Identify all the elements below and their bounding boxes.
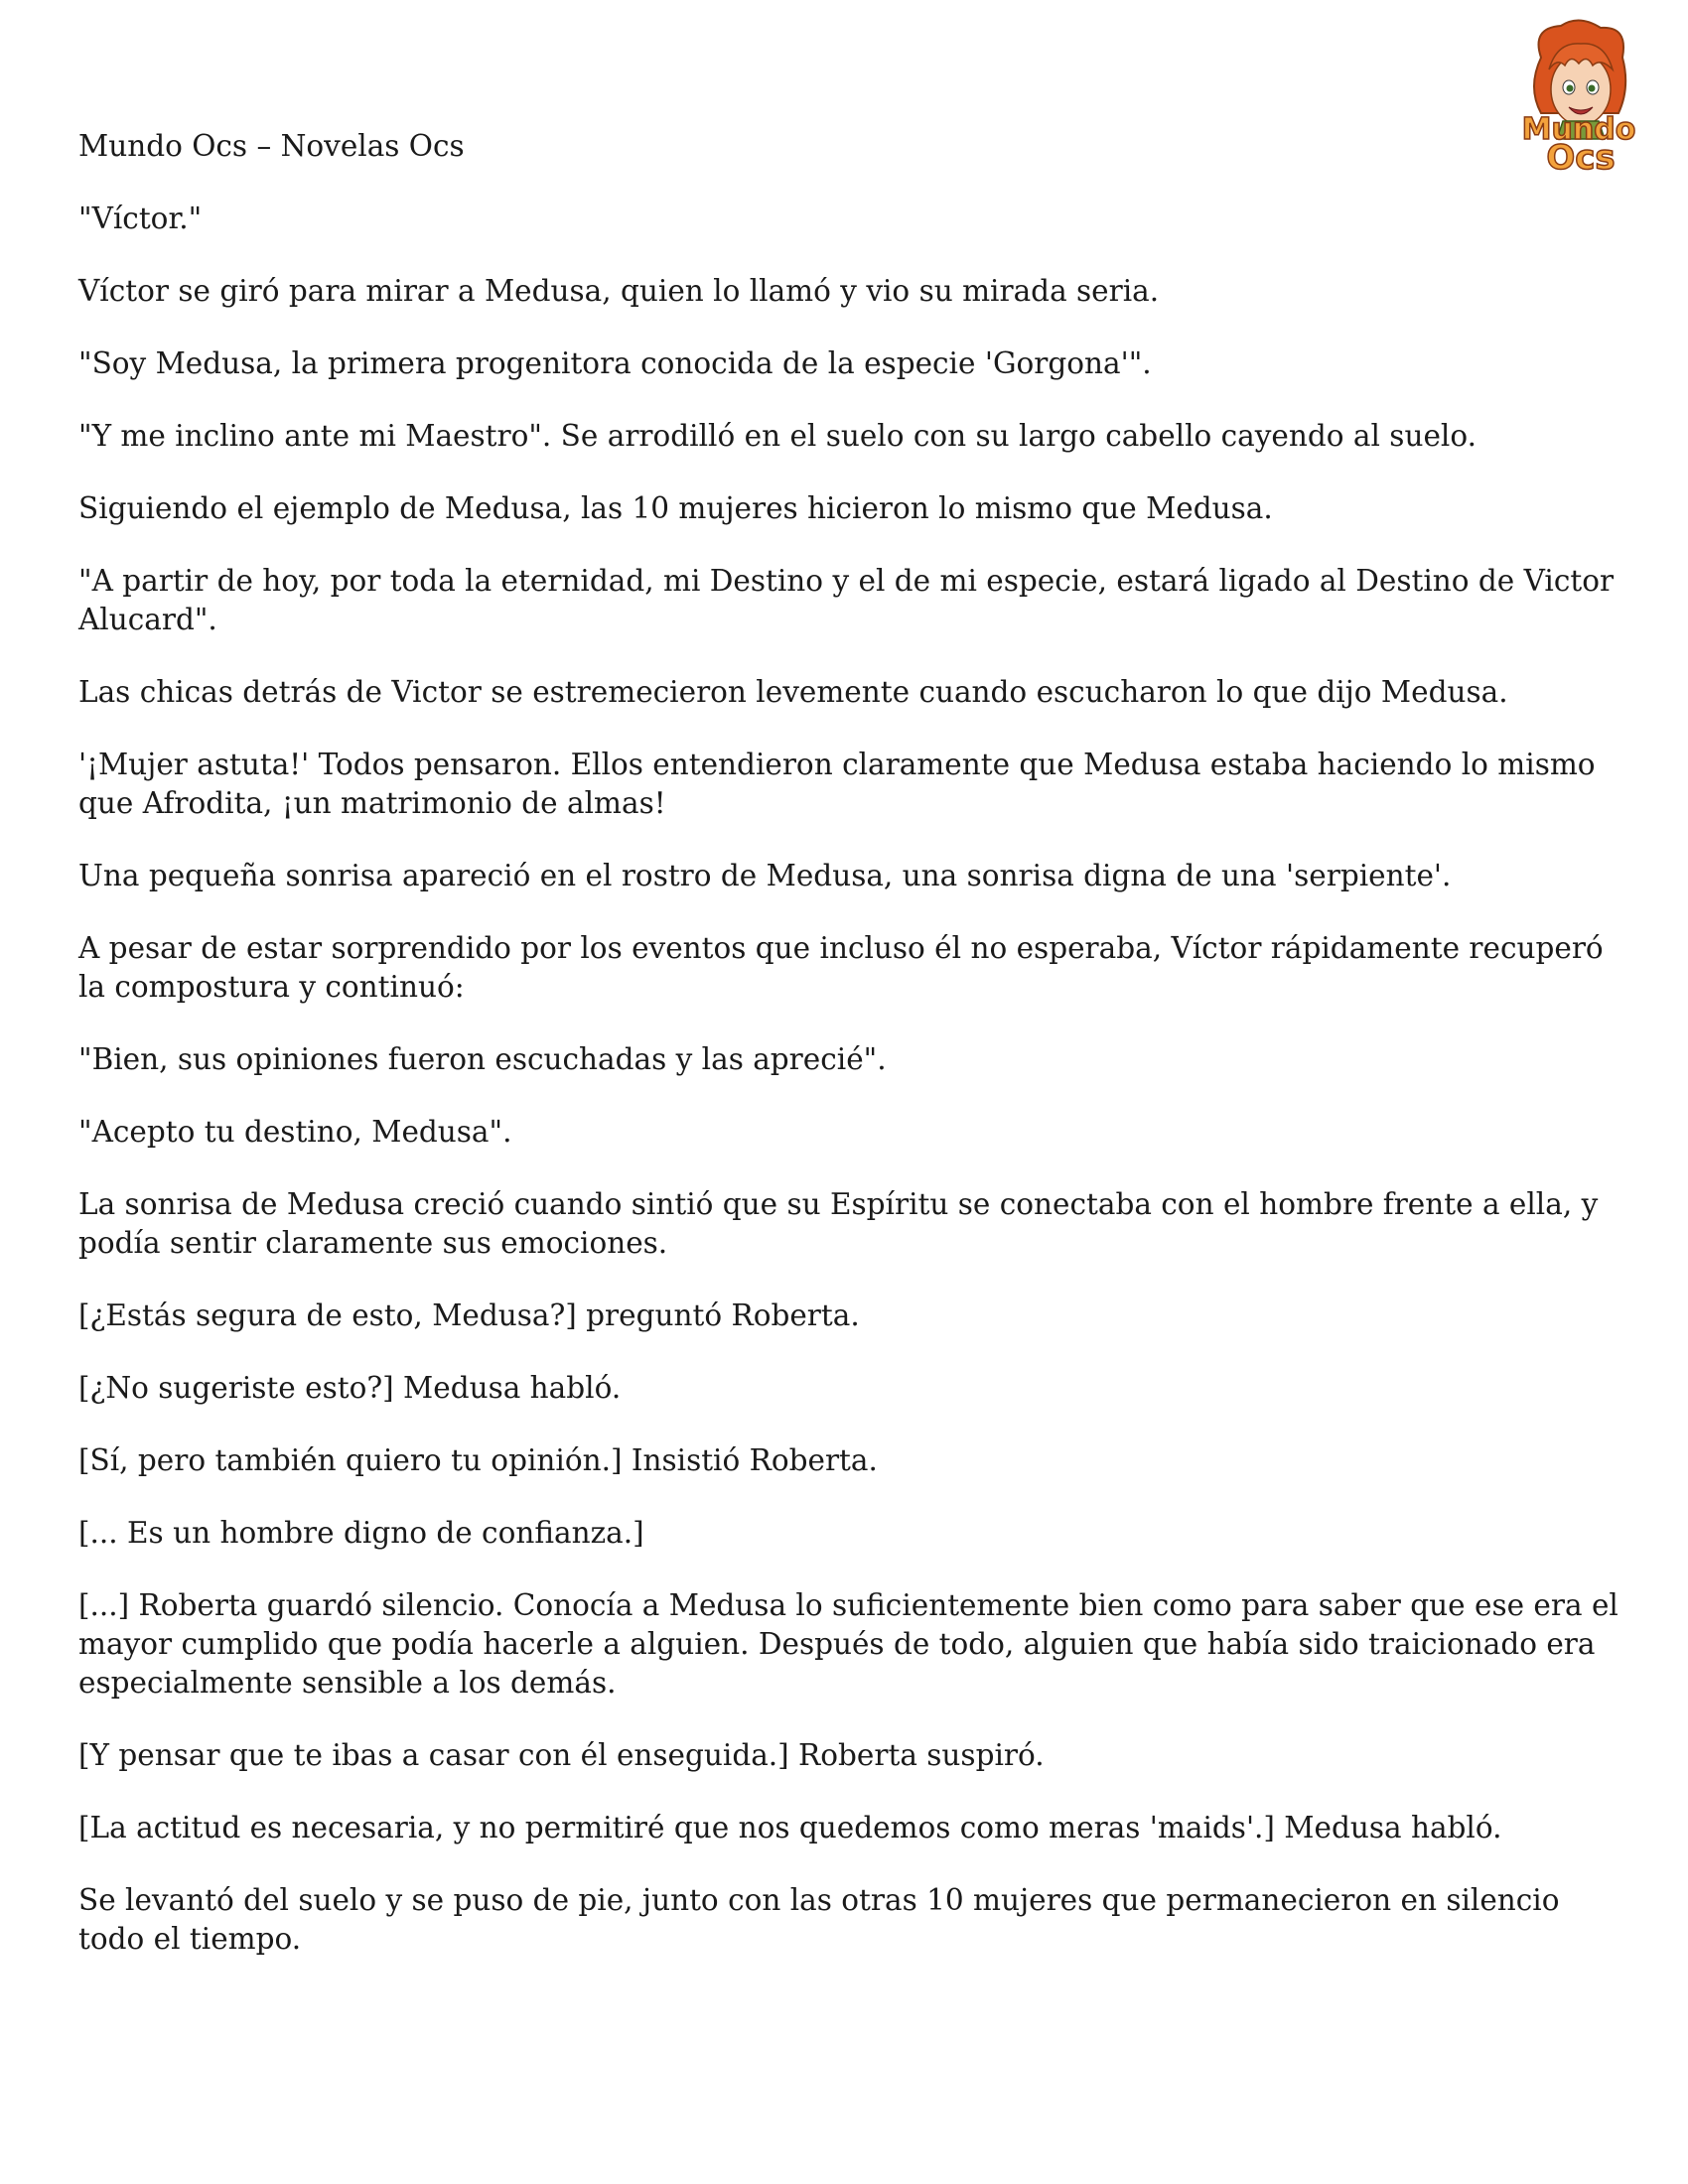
- paragraph: [Sí, pero también quiero tu opinión.] Insistió Roberta.: [78, 1443, 878, 1477]
- paragraph: Una pequeña sonrisa apareció en el rostro de Medusa, una sonrisa digna de una 'serpiente'.: [78, 859, 1452, 892]
- paragraph: '¡Mujer astuta!' Todos pensaron. Ellos entendieron claramente que Medusa estaba haciendo lo mismo que Afrodita, ¡un matrimonio de almas!: [78, 748, 1596, 820]
- paragraph: "A partir de hoy, por toda la eternidad, mi Destino y el de mi especie, estará ligado al Destino de Victor Alucard".: [78, 564, 1615, 636]
- logo-text-bottom: Ocs: [1546, 138, 1616, 177]
- logo-text-top: Mundo: [1521, 112, 1636, 147]
- paragraph: [Y pensar que te ibas a casar con él enseguida.] Roberta suspiró.: [78, 1738, 1045, 1772]
- paragraph: La sonrisa de Medusa creció cuando sintió que su Espíritu se conectaba con el hombre frente a ella, y podía sentir claramente sus emociones.: [78, 1187, 1599, 1260]
- document-body: [78, 127, 1627, 1992]
- paragraph: Se levantó del suelo y se puso de pie, junto con las otras 10 mujeres que permanecieron en silencio todo el tiempo.: [78, 1883, 1560, 1956]
- paragraph: Las chicas detrás de Victor se estremecieron levemente cuando escucharon lo que dijo Medusa.: [78, 675, 1508, 709]
- paragraph: [¿Estás segura de esto, Medusa?] preguntó Roberta.: [78, 1298, 860, 1332]
- paragraph: [...] Roberta guardó silencio. Conocía a Medusa lo suficientemente bien como para saber que ese era el mayor cumplido que podía hacerle a alguien. Después de todo, alguien que había sido traicionado era especialmente sensible a los demás.: [78, 1588, 1618, 1700]
- paragraph: Víctor se giró para mirar a Medusa, quien lo llamó y vio su mirada seria.: [78, 274, 1160, 308]
- paragraph: Siguiendo el ejemplo de Medusa, las 10 mujeres hicieron lo mismo que Medusa.: [78, 491, 1273, 525]
- paragraph: [... Es un hombre digno de confianza.]: [78, 1516, 644, 1550]
- paragraph: "Bien, sus opiniones fueron escuchadas y las aprecié".: [78, 1042, 887, 1076]
- paragraph: "Soy Medusa, la primera progenitora conocida de la especie 'Gorgona'".: [78, 346, 1152, 380]
- paragraph: "Acepto tu destino, Medusa".: [78, 1115, 512, 1149]
- paragraph: "Víctor.": [78, 202, 203, 235]
- paragraph: A pesar de estar sorprendido por los eventos que incluso él no esperaba, Víctor rápidamente recuperó la compostura y continuó:: [78, 931, 1604, 1004]
- paragraph: "Y me inclino ante mi Maestro". Se arrodilló en el suelo con su largo cabello cayendo al suelo.: [78, 419, 1477, 453]
- paragraph: [¿No sugeriste esto?] Medusa habló.: [78, 1371, 622, 1405]
- document-header: Mundo Ocs – Novelas Ocs: [78, 129, 465, 163]
- paragraph: [La actitud es necesaria, y no permitiré que nos quedemos como meras 'maids'.] Medusa habló.: [78, 1811, 1502, 1844]
